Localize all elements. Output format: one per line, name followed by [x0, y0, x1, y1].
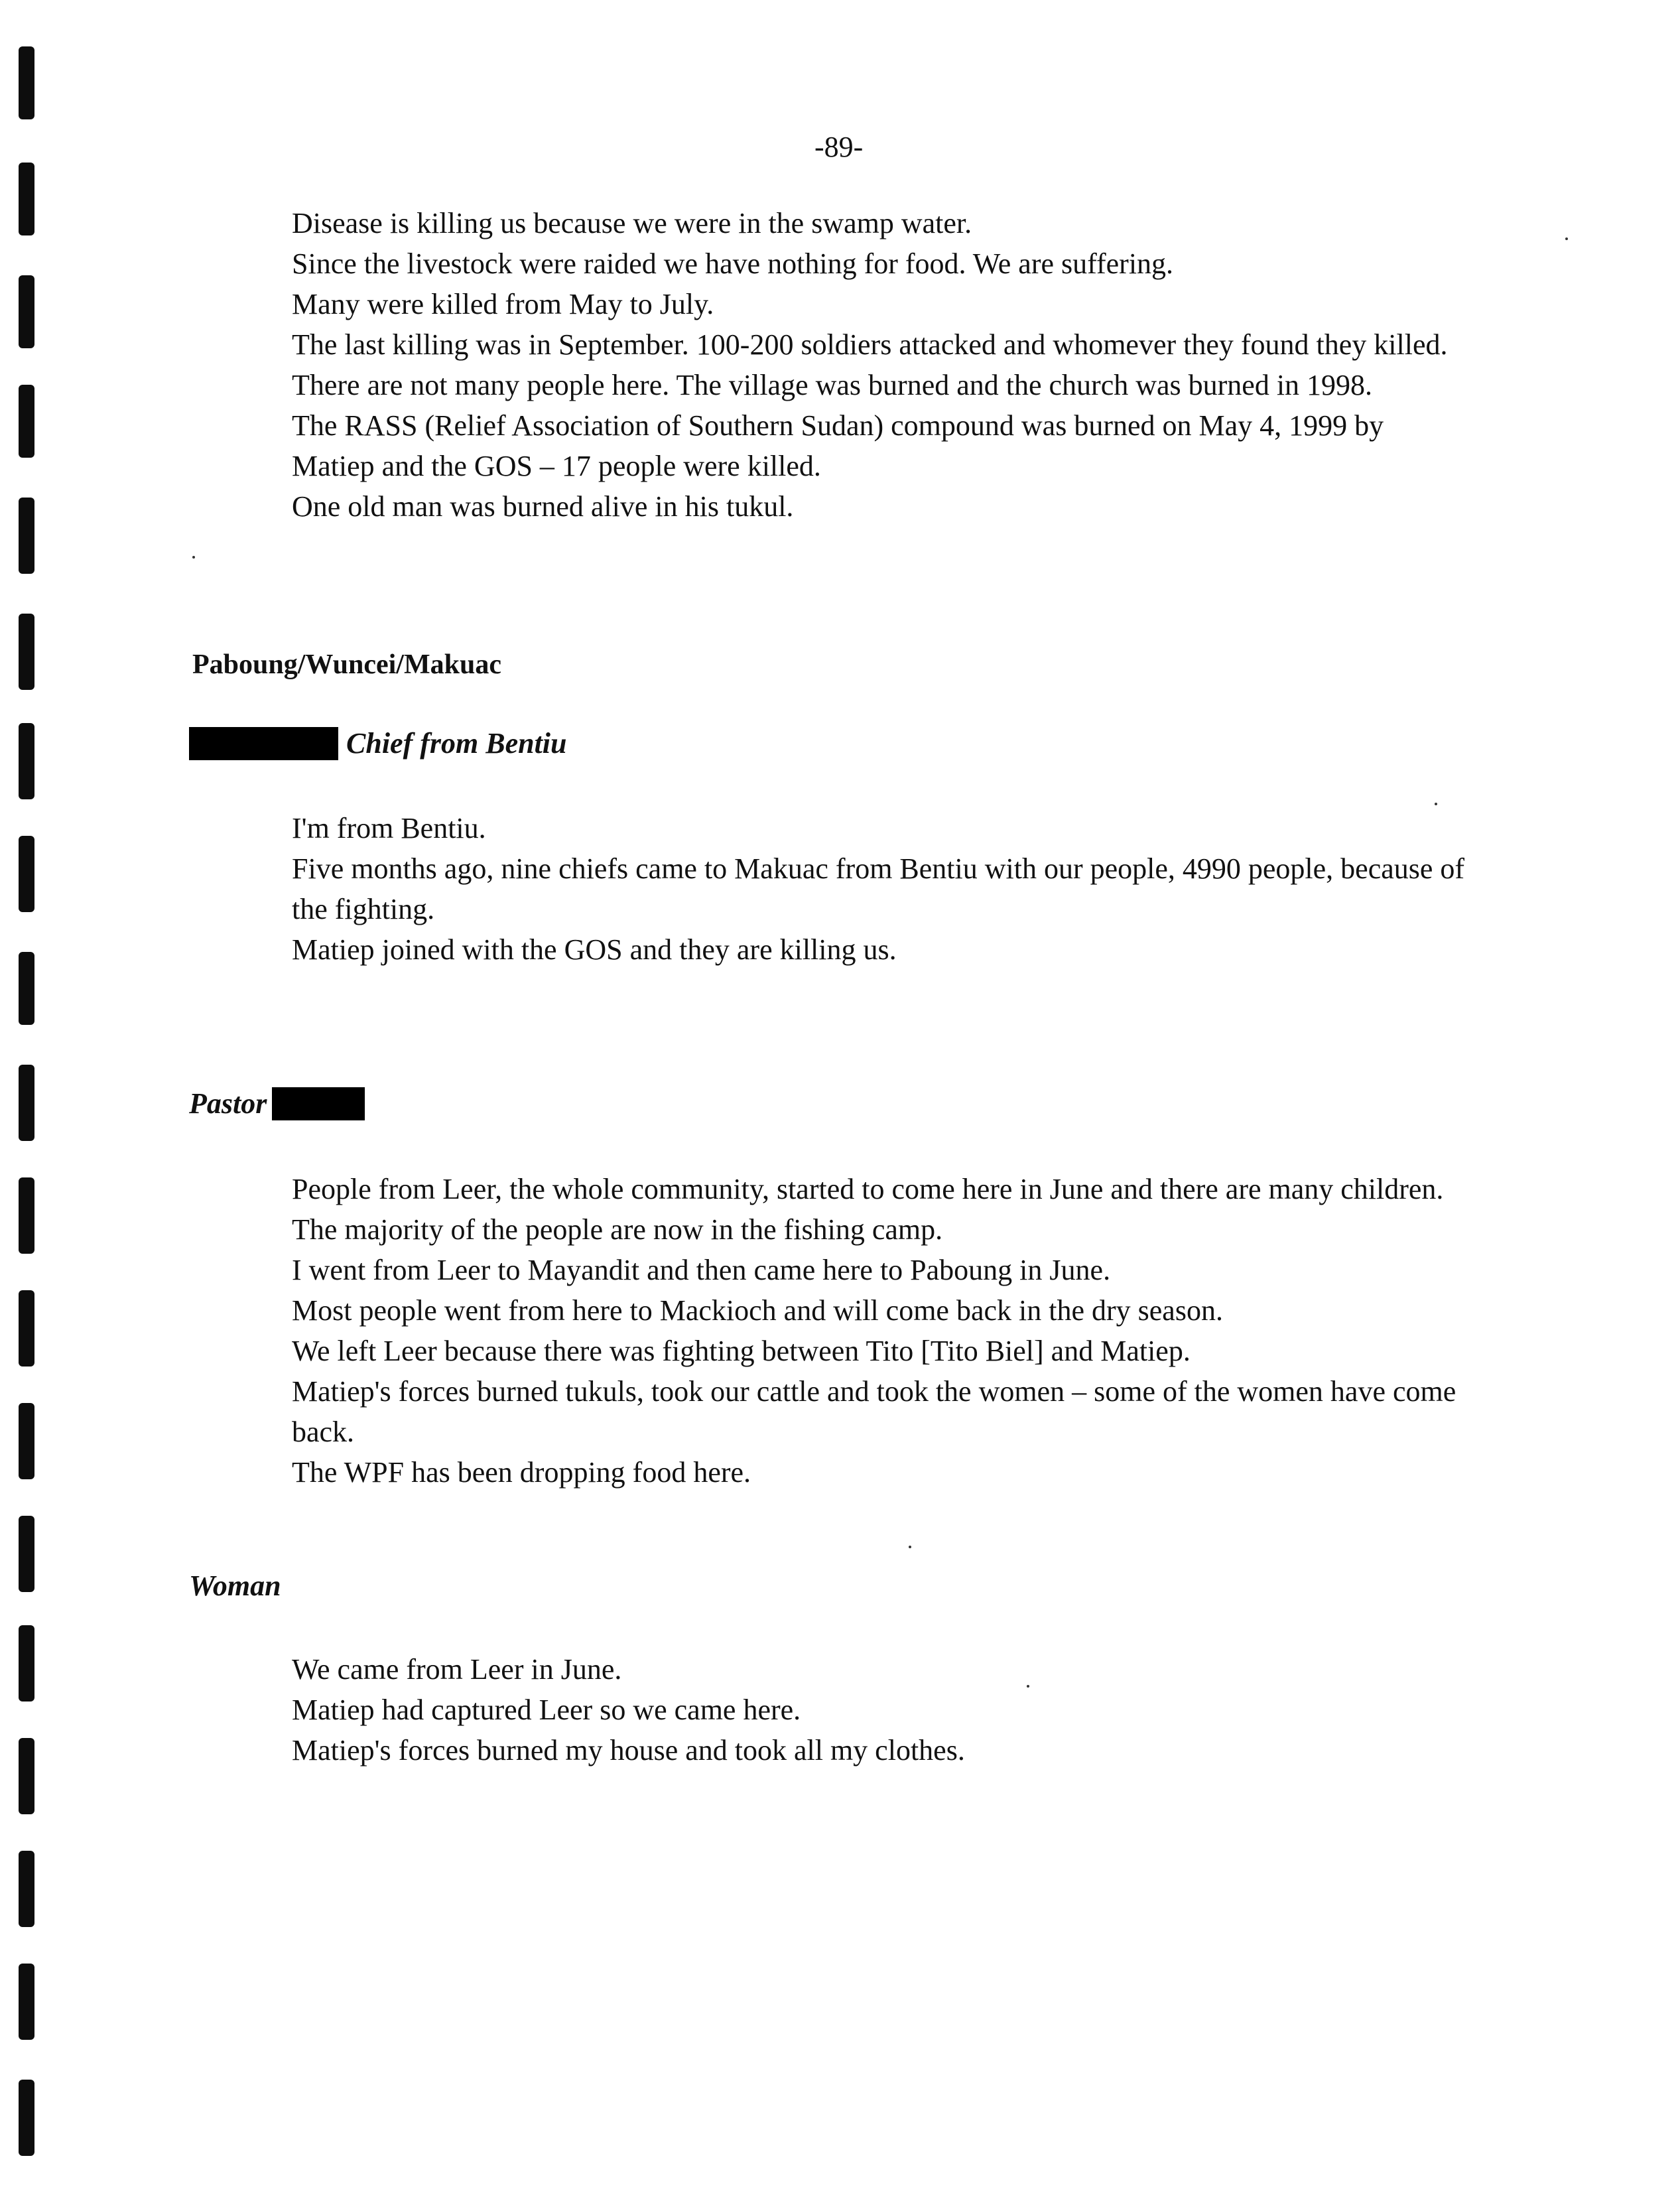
- testimony-block-chief: [292, 808, 1499, 970]
- binding-mark: [19, 163, 34, 235]
- scan-speck: [1565, 237, 1568, 240]
- binding-mark: [19, 1177, 34, 1254]
- speaker-title: Woman: [189, 1569, 281, 1602]
- text-line: Matiep had captured Leer so we came here.: [292, 1694, 801, 1726]
- binding-mark: [19, 836, 34, 912]
- redaction-bar: [272, 1087, 365, 1120]
- text-line: People from Leer, the whole community, started to come here in June and there are many children.: [292, 1173, 1444, 1205]
- scan-speck: [909, 1546, 911, 1548]
- binding-mark: [19, 2080, 34, 2156]
- binding-mark: [19, 614, 34, 690]
- page-number: -89-: [814, 131, 864, 163]
- speaker-heading-pastor: [189, 1087, 365, 1121]
- binding-mark: [19, 275, 34, 348]
- testimony-block-woman: [292, 1649, 1499, 1770]
- location-heading: Paboung/Wuncei/Makuac: [192, 649, 501, 680]
- text-line: There are not many people here. The village was burned and the church was burned in 1998.: [292, 369, 1373, 401]
- testimony-block-1: [292, 203, 1499, 527]
- text-line: Five months ago, nine chiefs came to Makuac from Bentiu with our people, 4990 people, because of the fighting.: [292, 852, 1465, 925]
- speaker-heading-chief: [189, 726, 567, 761]
- binding-mark: [19, 1290, 34, 1367]
- text-line: Matiep's forces burned my house and took all my clothes.: [292, 1734, 965, 1767]
- binding-mark: [19, 952, 34, 1025]
- binding-mark: [19, 498, 34, 574]
- binding-mark: [19, 1851, 34, 1927]
- text-line: Since the livestock were raided we have nothing for food. We are suffering.: [292, 247, 1174, 280]
- binding-mark: [19, 1065, 34, 1141]
- speaker-title: Pastor: [189, 1087, 267, 1120]
- text-line: Disease is killing us because we were in the swamp water.: [292, 207, 972, 239]
- scan-speck: [1435, 803, 1437, 805]
- scan-speck: [192, 556, 195, 559]
- text-line: The RASS (Relief Association of Southern Sudan) compound was burned on May 4, 1999 by Matiep and the GOS – 17 people were killed.: [292, 409, 1384, 482]
- redaction-bar: [189, 727, 338, 760]
- text-line: Matiep joined with the GOS and they are killing us.: [292, 933, 897, 966]
- text-line: One old man was burned alive in his tukul.: [292, 490, 794, 523]
- binding-mark: [19, 1403, 34, 1479]
- text-line: Matiep's forces burned tukuls, took our cattle and took the women – some of the women have come back.: [292, 1375, 1456, 1448]
- text-line: Most people went from here to Mackioch and will come back in the dry season.: [292, 1294, 1223, 1327]
- binding-mark: [19, 1738, 34, 1814]
- text-line: We left Leer because there was fighting between Tito [Tito Biel] and Matiep.: [292, 1335, 1191, 1367]
- binding-mark: [19, 1964, 34, 2040]
- binding-mark: [19, 385, 34, 458]
- text-line: I'm from Bentiu.: [292, 812, 486, 844]
- binding-mark: [19, 46, 34, 119]
- testimony-block-pastor: [292, 1169, 1499, 1493]
- binding-mark: [19, 1516, 34, 1592]
- text-line: The majority of the people are now in the fishing camp.: [292, 1213, 943, 1246]
- speaker-heading-woman: [189, 1569, 281, 1603]
- binding-mark: [19, 723, 34, 799]
- speaker-title: Chief from Bentiu: [346, 727, 567, 760]
- text-line: Many were killed from May to July.: [292, 288, 714, 320]
- text-line: The WPF has been dropping food here.: [292, 1456, 751, 1489]
- text-line: We came from Leer in June.: [292, 1653, 622, 1686]
- text-line: The last killing was in September. 100-200 soldiers attacked and whomever they found they killed.: [292, 328, 1448, 361]
- text-line: I went from Leer to Mayandit and then came here to Paboung in June.: [292, 1254, 1111, 1286]
- binding-mark: [19, 1625, 34, 1702]
